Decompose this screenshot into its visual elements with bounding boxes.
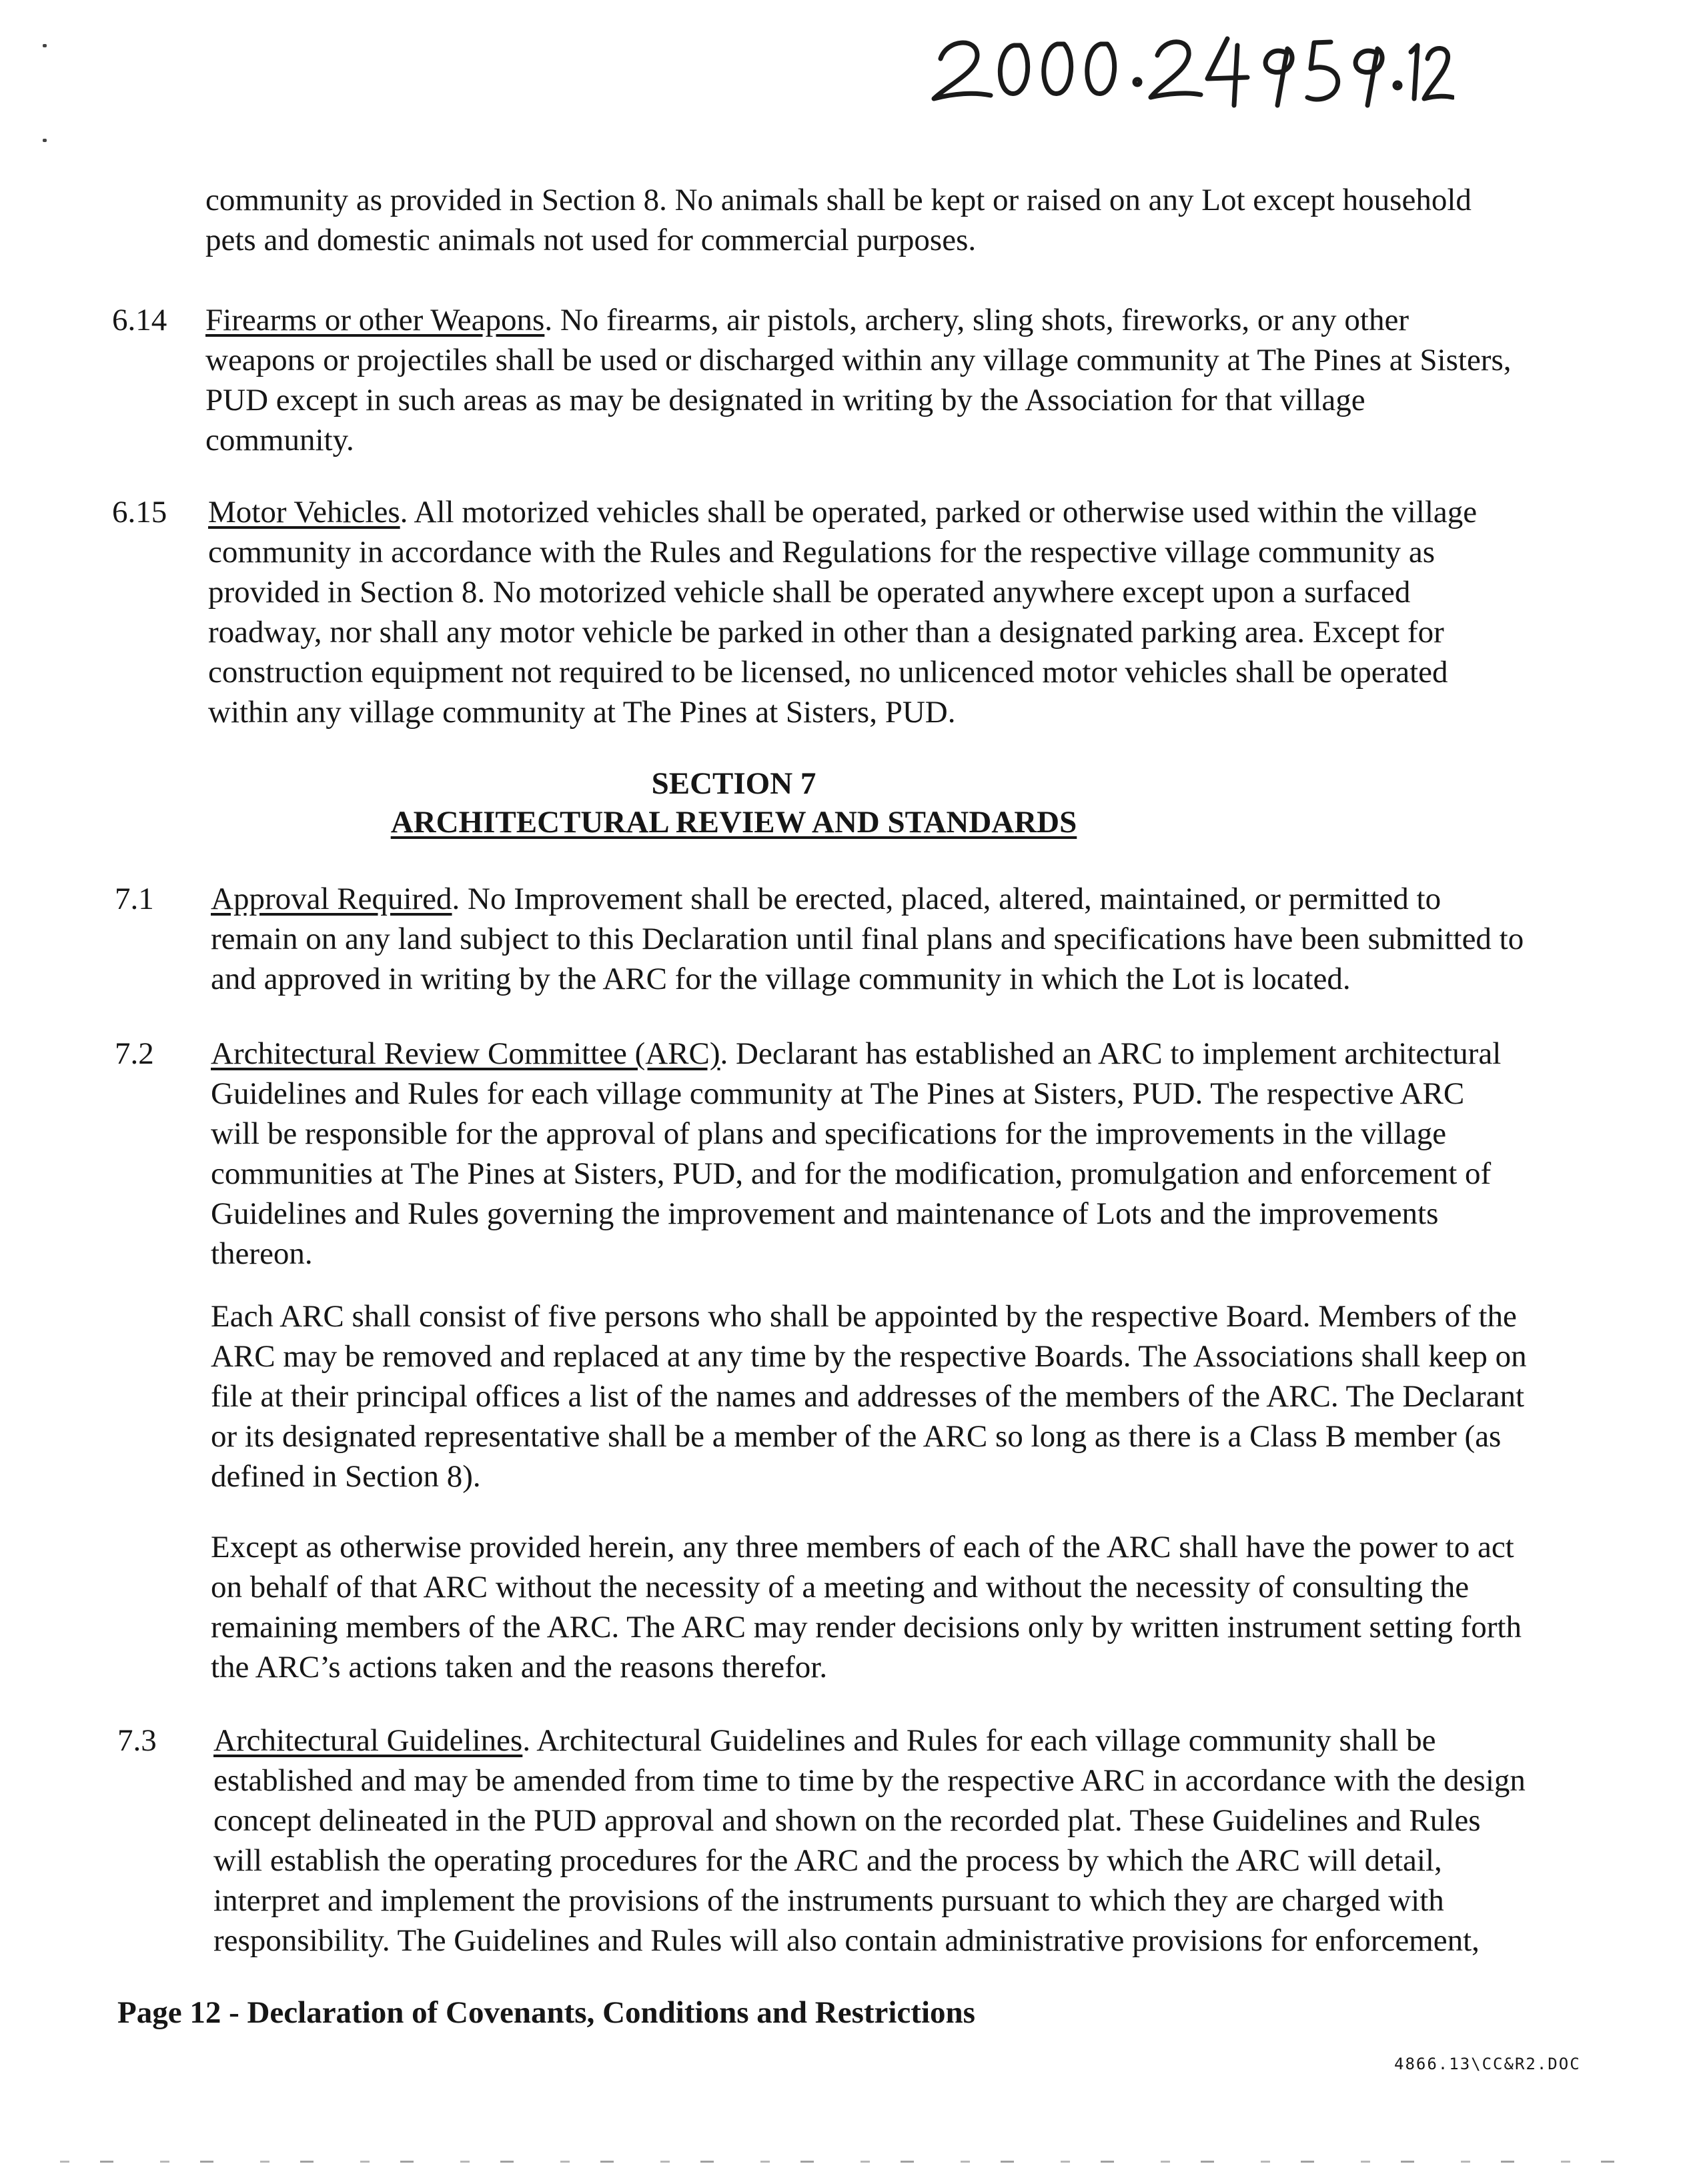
clause-text: . No Improvement shall be erected, placed, altered, maintained, or permitted to (452, 882, 1442, 916)
text-line: community. (205, 423, 354, 457)
clause-heading: Architectural Review Committee (ARC) (211, 1036, 720, 1071)
text-line: community as provided in Section 8. No animals shall be kept or raised on any Lot except household (205, 183, 1472, 217)
text-line: PUD except in such areas as may be designated in writing by the Association for that village (205, 383, 1365, 417)
section-title: ARCHITECTURAL REVIEW AND STANDARDS (390, 805, 1077, 840)
text-line (211, 1034, 1618, 1074)
clause-heading: Architectural Guidelines (213, 1723, 523, 1758)
clause-7-3 (213, 1721, 1621, 1961)
handwritten-stamp-drawing (921, 19, 1454, 112)
text-line: defined in Section 8). (211, 1459, 481, 1494)
text-line: roadway, nor shall any motor vehicle be parked in other than a designated parking area. Except for (208, 615, 1444, 650)
intro-paragraph (205, 180, 1613, 260)
text-line (213, 1721, 1621, 1761)
text-line: on behalf of that ARC without the necessity of a meeting and without the necessity of consulting the (211, 1570, 1470, 1604)
text-line: pets and domestic animals not used for commercial purposes. (205, 223, 977, 257)
text-line: the ARC’s actions taken and the reasons therefor. (211, 1650, 828, 1685)
scan-artifact-line (60, 2161, 1634, 2163)
clause-7-2-paragraph-2 (211, 1296, 1618, 1496)
text-line (211, 879, 1618, 919)
clause-text: . Architectural Guidelines and Rules for each village community shall be (522, 1723, 1436, 1758)
clause-number-6-14: 6.14 (112, 303, 167, 337)
text-line: established and may be amended from time to time by the respective ARC in accordance with the design (213, 1763, 1526, 1798)
footer-file-id: 4866.13\CC&R2.DOC (1394, 2055, 1581, 2073)
text-line: Each ARC shall consist of five persons who shall be appointed by the respective Board. Members of the (211, 1299, 1517, 1334)
clause-text: . All motorized vehicles shall be operated, parked or otherwise used within the village (400, 495, 1478, 529)
text-line: remaining members of the ARC. The ARC may render decisions only by written instrument setting forth (211, 1610, 1522, 1645)
text-line: concept delineated in the PUD approval and shown on the recorded plat. These Guidelines and Rules (213, 1803, 1481, 1838)
clause-heading: Approval Required (211, 882, 452, 916)
clause-7-2-paragraph-3 (211, 1527, 1618, 1687)
text-line: provided in Section 8. No motorized vehicle shall be operated anywhere except upon a surfaced (208, 575, 1411, 610)
clause-text: . No firearms, air pistols, archery, sling shots, fireworks, or any other (544, 303, 1409, 337)
clause-number-6-15: 6.15 (112, 495, 167, 529)
text-line: remain on any land subject to this Declaration until final plans and specifications have been submitted to (211, 922, 1524, 956)
text-line: ARC may be removed and replaced at any time by the respective Boards. The Associations shall keep on (211, 1339, 1527, 1374)
text-line: and approved in writing by the ARC for the village community in which the Lot is located. (211, 962, 1351, 996)
clause-number-7-2: 7.2 (115, 1036, 154, 1071)
clause-7-2 (211, 1034, 1618, 1274)
text-line: responsibility. The Guidelines and Rules will also contain administrative provisions for enforcement, (213, 1923, 1480, 1958)
clause-6-15 (208, 492, 1616, 732)
text-line: file at their principal offices a list of the names and addresses of the members of the ARC. The Declarant (211, 1379, 1525, 1414)
clause-number-7-1: 7.1 (115, 882, 154, 916)
text-line: Guidelines and Rules for each village community at The Pines at Sisters, PUD. The respective ARC (211, 1076, 1465, 1111)
text-line: interpret and implement the provisions of the instruments pursuant to which they are charged with (213, 1883, 1444, 1918)
clause-heading: Motor Vehicles (208, 495, 400, 529)
section-label: SECTION 7 (651, 766, 816, 801)
text-line: construction equipment not required to be licensed, no unlicenced motor vehicles shall be operated (208, 655, 1448, 690)
clause-heading: Firearms or other Weapons (205, 303, 545, 337)
text-line: will be responsible for the approval of plans and specifications for the improvements in the village (211, 1116, 1447, 1151)
scan-speck (43, 139, 47, 142)
text-line: within any village community at The Pines at Sisters, PUD. (208, 695, 956, 730)
text-line: communities at The Pines at Sisters, PUD, and for the modification, promulgation and enforcement of (211, 1156, 1492, 1191)
text-line: weapons or projectiles shall be used or discharged within any village community at The Pines at Sisters, (205, 343, 1512, 377)
scan-speck (43, 44, 47, 47)
clause-text: . Declarant has established an ARC to implement architectural (720, 1036, 1502, 1071)
clause-number-7-3: 7.3 (117, 1723, 157, 1758)
footer-page-title: Page 12 - Declaration of Covenants, Conditions and Restrictions (117, 1995, 975, 2030)
clause-6-14 (205, 300, 1613, 460)
text-line: will establish the operating procedures for the ARC and the process by which the ARC will detail, (213, 1843, 1442, 1878)
clause-7-1 (211, 879, 1618, 999)
text-line: thereon. (211, 1236, 313, 1271)
handwritten-document-number (921, 19, 1454, 112)
text-line: Guidelines and Rules governing the improvement and maintenance of Lots and the improvements (211, 1196, 1439, 1231)
text-line: community in accordance with the Rules and Regulations for the respective village community as (208, 535, 1436, 570)
text-line (205, 300, 1613, 340)
text-line: or its designated representative shall be a member of the ARC so long as there is a Class B member (as (211, 1419, 1502, 1454)
text-line (208, 492, 1616, 532)
text-line: Except as otherwise provided herein, any three members of each of the ARC shall have the power to act (211, 1530, 1514, 1564)
